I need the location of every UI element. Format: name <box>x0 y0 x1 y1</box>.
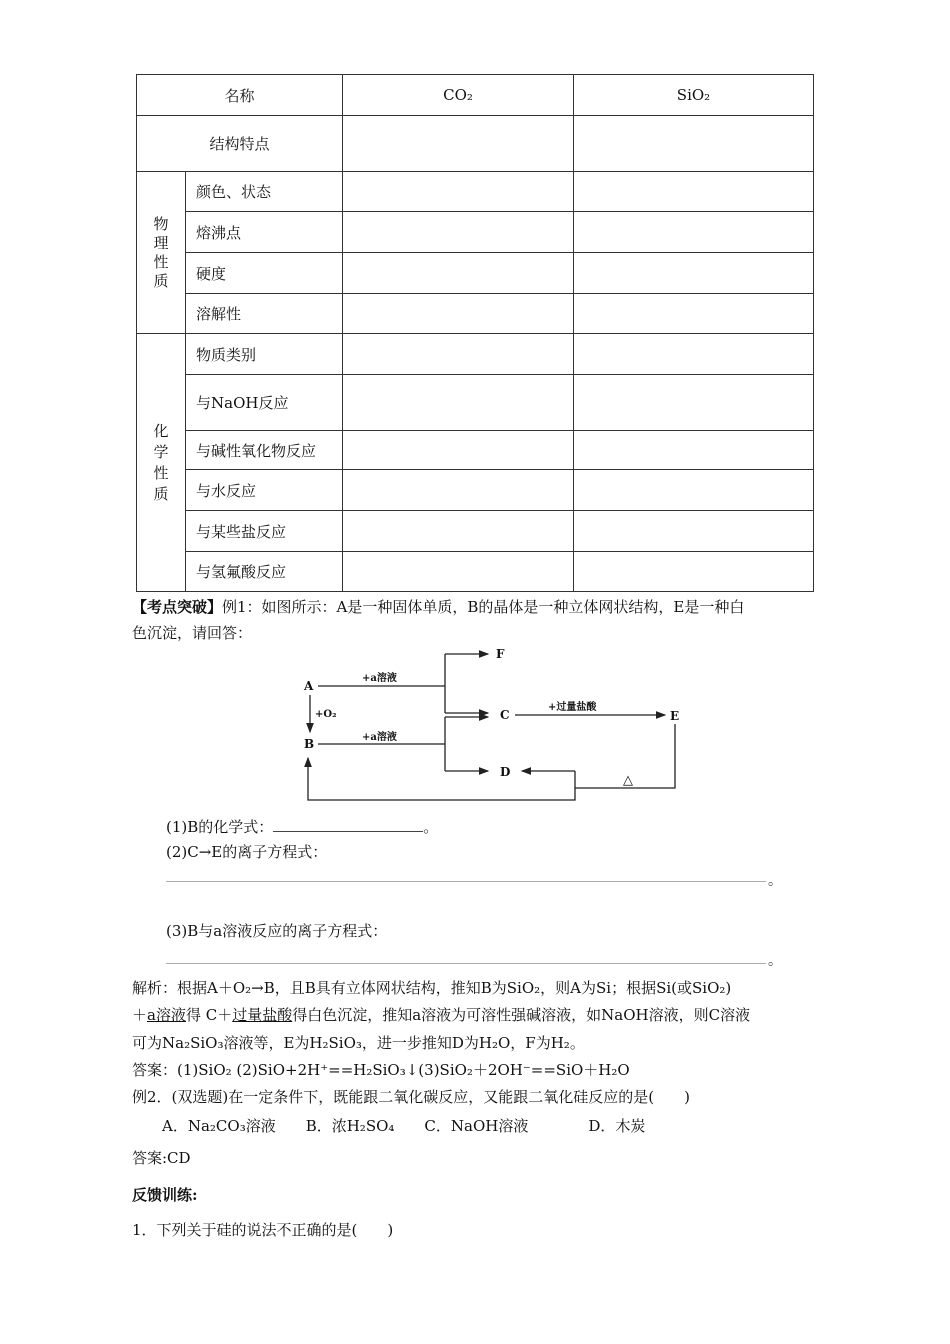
chemical-row-label: 与水反应 <box>186 470 343 511</box>
cell-empty <box>574 470 814 511</box>
reaction-diagram <box>290 640 710 810</box>
question-1: (1)B的化学式： 。 <box>166 818 439 836</box>
label-hcl: +过量盐酸 <box>548 702 597 713</box>
example1-line1 <box>132 596 744 617</box>
node-c: C <box>500 708 510 722</box>
cell-empty <box>574 116 814 172</box>
cell-empty <box>574 431 814 470</box>
example1-text1: 例1：如图所示：A是一种固体单质，B的晶体是一种立体网状结构，E是一种白 <box>222 598 745 616</box>
node-d: D <box>500 765 511 779</box>
chemical-row-label: 与某些盐反应 <box>186 511 343 552</box>
cell-empty <box>574 253 814 294</box>
feedback-heading: 反馈训练: <box>132 1186 198 1204</box>
analysis-line3: 可为Na₂SiO₃溶液等，E为H₂SiO₃，进一步推知D为H₂O，F为H₂。 <box>132 1034 585 1052</box>
cell-empty <box>343 116 574 172</box>
cell-empty <box>574 334 814 375</box>
comparison-table <box>136 74 814 592</box>
cell-empty <box>574 511 814 552</box>
cell-empty <box>574 172 814 212</box>
cell-empty <box>343 212 574 253</box>
example1-line2: 色沉淀，请回答： <box>132 624 253 642</box>
cell-empty <box>574 212 814 253</box>
loop-d-to-b <box>308 758 575 800</box>
label-a-solution-bottom: +a溶液 <box>362 732 397 743</box>
cell-empty <box>343 470 574 511</box>
cell-empty <box>343 253 574 294</box>
cell-empty <box>343 431 574 470</box>
example2-options: A．Na₂CO₃溶液 B．浓H₂SO₄ C．NaOH溶液 D．木炭 <box>162 1117 646 1135</box>
header-sio2: SiO₂ <box>574 75 814 116</box>
header-name: 名称 <box>137 75 343 116</box>
label-o2: +O₂ <box>315 709 337 720</box>
cell-empty <box>343 172 574 212</box>
node-a: A <box>304 679 314 693</box>
group-chemical: 化学性质 <box>137 334 186 592</box>
chemical-row-label: 与氢氟酸反应 <box>186 552 343 592</box>
chemical-row-label: 与NaOH反应 <box>186 375 343 431</box>
physical-row-label: 颜色、状态 <box>186 172 343 212</box>
node-e: E <box>670 709 680 723</box>
cell-empty <box>343 375 574 431</box>
chemical-row-label: 与碱性氧化物反应 <box>186 431 343 470</box>
feedback-question-1: 1．下列关于硅的说法不正确的是( ) <box>132 1221 394 1239</box>
label-a-solution-top: +a溶液 <box>362 673 397 684</box>
answer-blank-3[interactable] <box>166 963 766 964</box>
cell-empty <box>343 294 574 334</box>
physical-row-label: 硬度 <box>186 253 343 294</box>
physical-row-label: 溶解性 <box>186 294 343 334</box>
physical-row-label: 熔沸点 <box>186 212 343 253</box>
header-co2: CO₂ <box>343 75 574 116</box>
example1-heading: 【考点突破】 <box>132 598 223 616</box>
chemical-row-label: 物质类别 <box>186 334 343 375</box>
cell-empty <box>343 334 574 375</box>
cell-empty <box>574 375 814 431</box>
node-b: B <box>304 737 315 751</box>
cell-empty <box>343 511 574 552</box>
analysis-line1: 解析：根据A＋O₂→B，且B具有立体网状结构，推知B为SiO₂，则A为Si；根据Si(或SiO₂) <box>132 979 732 997</box>
group-physical: 物理性质 <box>137 172 186 334</box>
cell-empty <box>574 552 814 592</box>
example2-question: 例2．(双选题)在一定条件下，既能跟二氧化碳反应，又能跟二氧化硅反应的是( ) <box>132 1088 690 1106</box>
answer-blank-1[interactable] <box>273 817 423 832</box>
analysis-line2: ＋a溶液得 C＋过量盐酸得白色沉淀，推知a溶液为可溶性强碱溶液，如NaOH溶液，则C溶液 <box>132 1006 751 1024</box>
example2-answer: 答案:CD <box>132 1149 191 1167</box>
label-heat: △ <box>623 773 633 788</box>
question-2: (2)C→E的离子方程式： <box>166 843 328 861</box>
question-2-end: 。 <box>768 873 782 889</box>
node-f: F <box>496 647 505 661</box>
cell-empty <box>574 294 814 334</box>
row-structure-label: 结构特点 <box>137 116 343 172</box>
question-3-end: 。 <box>768 953 782 969</box>
answer-example1: 答案：(1)SiO₂ (2)SiO+2H⁺==H₂SiO₃↓(3)SiO₂＋2OH⁻==SiO＋H₂O <box>132 1061 630 1079</box>
cell-empty <box>343 552 574 592</box>
answer-blank-2[interactable] <box>166 881 766 882</box>
question-3: (3)B与a溶液反应的离子方程式： <box>166 922 388 940</box>
